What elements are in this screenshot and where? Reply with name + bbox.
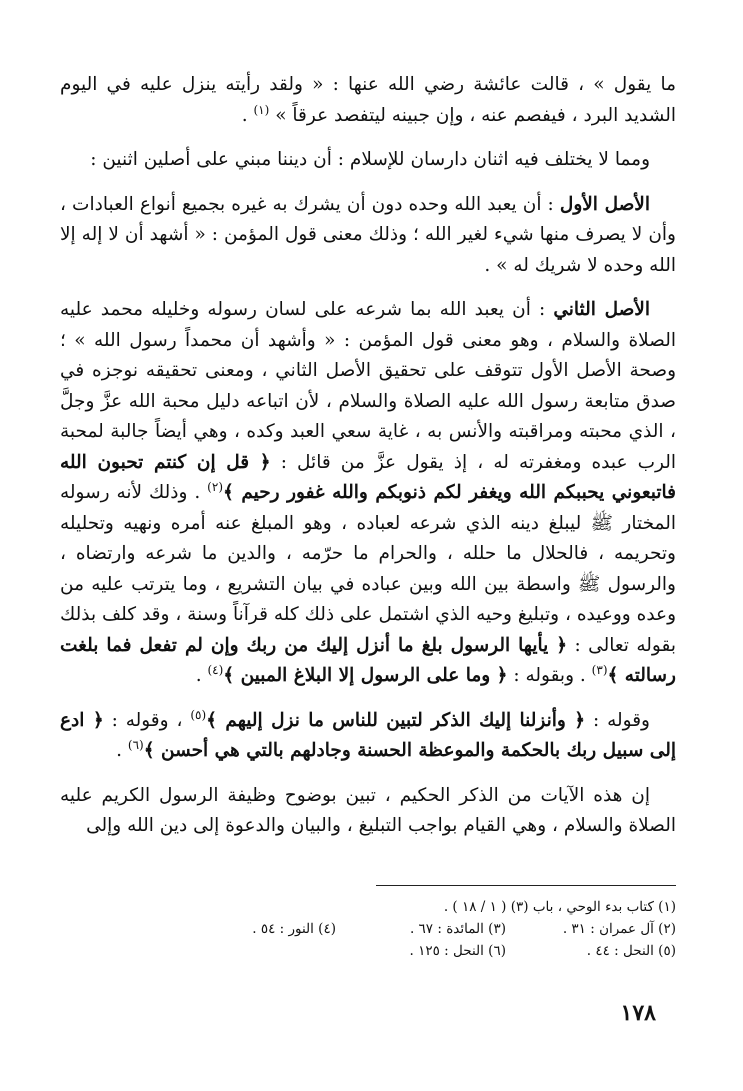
paragraph-3 [60, 190, 676, 282]
section-heading-second-principle: الأصل الثاني [553, 299, 650, 320]
footnote-ref-4: (٤) [207, 662, 224, 677]
footnote-ref-5: (٥) [190, 707, 207, 722]
paragraph-5 [60, 706, 676, 767]
section-heading-first-principle: الأصل الأول [559, 193, 650, 215]
quran-verse: ﴿ وأنزلنا إليك الذكر لتبين للناس ما نزل إليهم ﴾ [206, 709, 586, 731]
paragraph-tail: . [241, 104, 254, 126]
footnote-row-2 [60, 918, 676, 940]
page-number: ١٧٨ [620, 1000, 656, 1026]
footnote-1: (١) كتاب بدء الوحي ، باب (٣) ( ١ / ١٨ ) . [443, 899, 676, 915]
footnote-divider [376, 885, 676, 886]
footnotes [60, 885, 676, 962]
paragraph-text: . وبقوله : [507, 665, 592, 686]
quran-verse: ﴿ يأيها الرسول بلغ ما أنزل إليك من ربك وإن لم تفعل فما بلغت رسالته ﴾ [60, 634, 676, 686]
paragraph-text: : أن يعبد الله وحده دون أن يشرك به غيره بجميع أنواع العبادات ، وأن لا يصرف منها شيء لغير الله ؛ وذلك معنى قول المؤمن : « أشهد أن لا إله إلا الله وحده لا شريك له » . [60, 193, 676, 276]
paragraph-text: . وذلك لأنه رسوله المختار ﷺ ليبلغ دينه الذي شرعه لعباده ، وهو المبلغ عنه أمره ونهيه وتحليله وتحريمه ، فالحلال ما حلله ، والحرام ما حرّمه ، والدين ما شرعه وارتضاه ، والرسول ﷺ واسطة بين الله وبين عباده في بيان التشريع ، وما يترتب عليه من وعده ووعيده ، وتبليغ وحيه الذي اشتمل على ذلك كله قرآناً وسنة ، وقد كلف بذلك بقوله تعالى : [60, 482, 676, 656]
paragraph-text: ، وقوله : [103, 709, 191, 731]
paragraph-tail: . [195, 665, 208, 686]
paragraph-2: ومما لا يختلف فيه اثنان دارسان للإسلام : أن ديننا مبني على أصلين اثنين : [90, 149, 650, 170]
paragraph-text: : أن يعبد الله بما شرعه على لسان رسوله وخليله محمد عليه الصلاة والسلام ، وهو معنى قول المؤمن : « وأشهد أن محمداً رسول الله » ؛ وصحة الأصل الأول تتوقف على تحقيق الأصل الثاني ، ومعنى تحقيقه نوجزه في صدق متابعة رسول الله عليه الصلاة والسلام ، لأن اتباعه دليل محبة الله عزَّ وجلَّ ، الذي محبته ومراقبته والأنس به ، غاية سعي العبد وكده ، وهي أيضاً جالبة لمحبة الرب عبده ومغفرته له ، إذ يقول عزَّ من قائل : [60, 299, 676, 473]
paragraph-1 [60, 70, 676, 131]
footnote-2: (٢) آل عمران : ٣١ . [562, 921, 676, 937]
footnote-5: (٥) النحل : ٤٤ . [586, 943, 676, 959]
footnote-4: (٤) النور : ٥٤ . [252, 921, 336, 937]
footnote-6: (٦) النحل : ١٢٥ . [409, 943, 506, 959]
page-body [60, 70, 676, 842]
footnote-ref-6: (٦) [127, 737, 144, 752]
footnote-row-1 [60, 896, 676, 918]
quran-verse: ﴿ ادع إلى سبيل ربك بالحكمة والموعظة الحسنة وجادلهم بالتي هي أحسن ﴾ [60, 709, 676, 761]
footnote-ref-1: (١) [253, 102, 270, 117]
footnote-row-3 [60, 940, 676, 962]
paragraph-text: ما يقول » ، قالت عائشة رضي الله عنها : « ولقد رأيته ينزل عليه في اليوم الشديد البرد ، فيفصم عنه ، وإن جبينه ليتفصد عرقاً » [60, 74, 676, 126]
footnote-3: (٣) المائدة : ٦٧ . [409, 921, 506, 937]
paragraph-tail: . [116, 740, 128, 761]
paragraph-text: وقوله : [585, 709, 650, 731]
quran-verse: ﴿ قل إن كنتم تحبون الله فاتبعوني يحببكم الله ويغفر لكم ذنوبكم والله غفور رحيم ﴾ [60, 451, 677, 503]
paragraph-4 [60, 295, 676, 692]
quran-verse: ﴿ وما على الرسول إلا البلاغ المبين ﴾ [223, 665, 508, 686]
footnote-ref-2: (٢) [207, 479, 223, 494]
paragraph-6: إن هذه الآيات من الذكر الحكيم ، تبين بوضوح وظيفة الرسول الكريم عليه الصلاة والسلام ، وهي القيام بواجب التبليغ ، والبيان والدعوة إلى دين الله وإلى [60, 784, 676, 836]
footnote-ref-3: (٣) [591, 662, 608, 677]
